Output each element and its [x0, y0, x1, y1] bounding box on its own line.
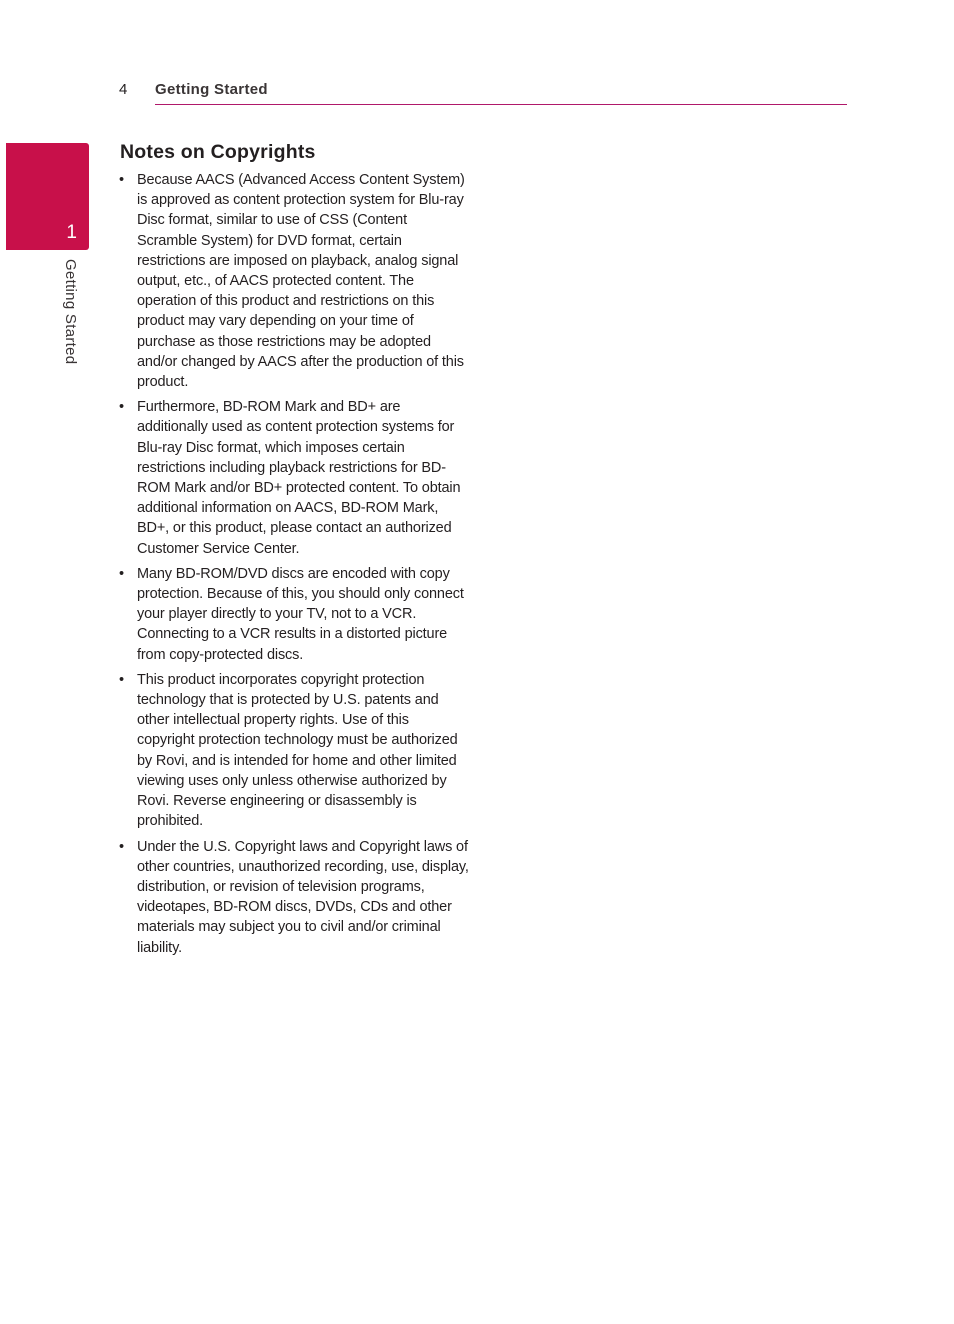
chapter-tab: [6, 143, 89, 250]
note-text: Because AACS (Advanced Access Content System) is approved as content protection system for Blu-ray Disc format, similar to use of CSS (Content Scramble System) for DVD format, certain restrictions are imposed on playback, analog signal output, etc., of AACS protected content. The operation of this product and restrictions on this product may vary depending on your time of purchase as those restrictions may be adopted and/or changed by AACS after the production of this product.: [137, 172, 465, 391]
list-item: [119, 397, 469, 559]
bullet-point: •: [119, 565, 124, 582]
note-text: Under the U.S. Copyright laws and Copyright laws of other countries, unauthorized recording, use, display, distribution, or revision of television programs, videotapes, BD-ROM discs, DVDs, CDs and other materials may subject you to civil and/or criminal liability.: [137, 838, 469, 956]
chapter-number: 1: [66, 222, 77, 243]
bullet-point: •: [119, 399, 124, 416]
list-item: [119, 564, 469, 665]
note-text: Furthermore, BD-ROM Mark and BD+ are additionally used as content protection systems for Blu-ray Disc format, which imposes certain restrictions including playback restrictions for BD-ROM Mark and/or BD+ protected content. To obtain additional information on AACS, BD-ROM Mark, BD+, or this product, please contact an authorized Customer Service Center.: [137, 399, 461, 557]
note-text: This product incorporates copyright protection technology that is protected by U.S. patents and other intellectual property rights. Use of this copyright protection technology must be authorized by Rovi, and is intended for home and other limited viewing uses only unless otherwise authorized by Rovi. Reverse engineering or disassembly is prohibited.: [137, 671, 458, 830]
bullet-point: •: [119, 671, 124, 688]
bullet-point: •: [119, 838, 124, 855]
list-item: [119, 170, 469, 392]
page-number: 4: [119, 81, 128, 98]
chapter-side-label: Getting Started: [62, 259, 79, 365]
header-rule: [155, 104, 847, 105]
copyright-notes-list: [119, 170, 469, 963]
note-text: Many BD-ROM/DVD discs are encoded with copy protection. Because of this, you should only connect your player directly to your TV, not to a VCR. Connecting to a VCR results in a distorted picture from copy-protected discs.: [137, 565, 464, 663]
running-header: Getting Started: [155, 81, 268, 98]
list-item: [119, 670, 469, 832]
bullet-point: •: [119, 172, 124, 188]
list-item: [119, 837, 469, 958]
section-title: Notes on Copyrights: [120, 141, 316, 163]
